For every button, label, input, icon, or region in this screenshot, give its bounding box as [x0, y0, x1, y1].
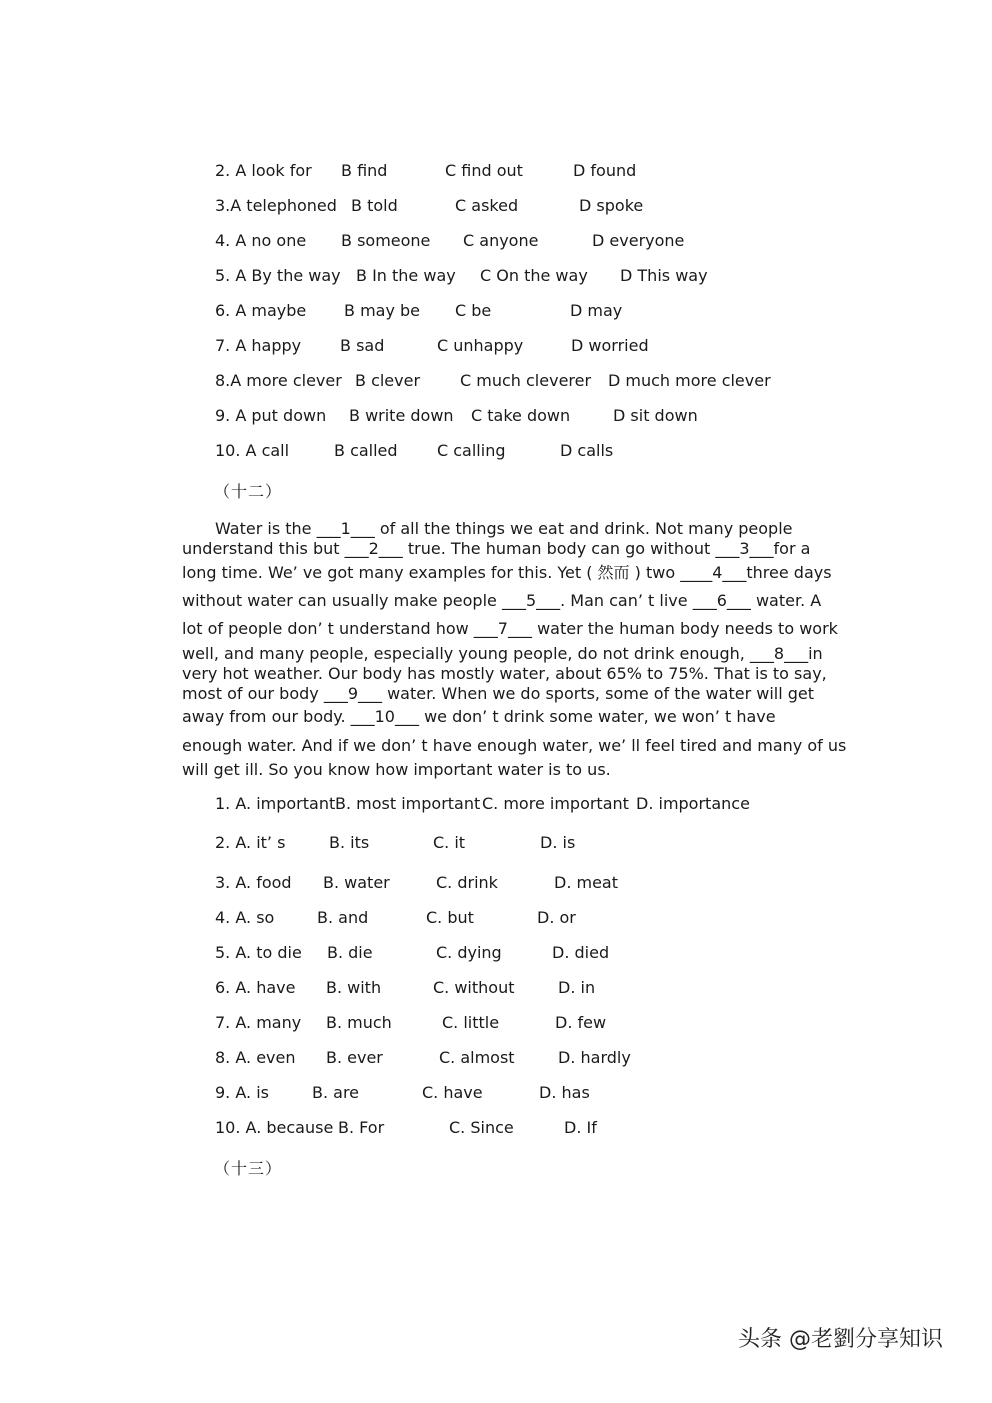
- passage-line: will get ill. So you know how important water is to us.: [182, 760, 611, 779]
- option-d: D This way: [620, 266, 708, 285]
- option-a: 10. A. because: [215, 1118, 334, 1137]
- option-b: B told: [351, 196, 398, 215]
- option-c: C. it: [433, 833, 466, 852]
- option-d: D. hardly: [558, 1048, 631, 1067]
- option-a: 8.A more clever: [215, 371, 342, 390]
- passage-line: away from our body. ___10___ we don’ t drink some water, we won’ t have: [182, 707, 776, 726]
- section-12-heading: （十二）: [214, 482, 283, 501]
- option-a: 8. A. even: [215, 1048, 296, 1067]
- set11-question-8: [0, 403, 992, 429]
- set12-question-8: [0, 1045, 992, 1071]
- option-c: C unhappy: [437, 336, 524, 355]
- option-a: 2. A look for: [215, 161, 312, 180]
- option-a: 2. A. it’ s: [215, 833, 286, 852]
- option-a: 9. A. is: [215, 1083, 269, 1102]
- option-c: C. without: [433, 978, 515, 997]
- set12-question-3: [0, 870, 992, 896]
- option-a: 7. A. many: [215, 1013, 302, 1032]
- option-b: B sad: [340, 336, 385, 355]
- option-c: C calling: [437, 441, 506, 460]
- passage-line: enough water. And if we don’ t have enough water, we’ ll feel tired and many of us: [182, 736, 847, 755]
- option-b: B. die: [327, 943, 373, 962]
- option-c: C take down: [471, 406, 571, 425]
- option-d: D everyone: [592, 231, 685, 250]
- passage-line: understand this but ___2___ true. The human body can go without ___3___for a: [182, 539, 811, 558]
- passage-line: very hot weather. Our body has mostly water, about 65% to 75%. That is to say,: [182, 664, 827, 683]
- option-a: 6. A maybe: [215, 301, 307, 320]
- option-d: D sit down: [613, 406, 698, 425]
- option-d: D. in: [558, 978, 596, 997]
- option-c: C. dying: [436, 943, 502, 962]
- option-d: D. few: [555, 1013, 607, 1032]
- option-d: D. meat: [554, 873, 618, 892]
- option-b: B called: [334, 441, 398, 460]
- section-13-heading: （十三）: [214, 1159, 283, 1178]
- option-a: 7. A happy: [215, 336, 302, 355]
- option-a: 5. A. to die: [215, 943, 302, 962]
- option-b: B clever: [355, 371, 421, 390]
- option-d: D. has: [539, 1083, 590, 1102]
- option-c: C On the way: [480, 266, 588, 285]
- option-b: B. and: [317, 908, 369, 927]
- option-a: 3.A telephoned: [215, 196, 337, 215]
- set12-question-10: [0, 1115, 992, 1141]
- set12-question-6: [0, 975, 992, 1001]
- option-c: C be: [455, 301, 492, 320]
- watermark-text: 头条 @老劉分享知识: [738, 1327, 943, 1352]
- option-d: D. died: [552, 943, 610, 962]
- option-c: C. little: [442, 1013, 500, 1032]
- set12-question-1: [0, 791, 992, 817]
- passage-line: long time. We’ ve got many examples for this. Yet ( 然而 ) two ____4___three days: [182, 563, 832, 582]
- option-b: B someone: [341, 231, 431, 250]
- option-b: B. its: [329, 833, 370, 852]
- set12-question-2: [0, 830, 992, 856]
- option-b: B may be: [344, 301, 421, 320]
- option-c: C. more important: [482, 794, 629, 813]
- option-a: 9. A put down: [215, 406, 327, 425]
- option-c: C asked: [455, 196, 519, 215]
- passage-line: Water is the ___1___ of all the things we eat and drink. Not many people: [215, 519, 793, 538]
- option-a: 10. A call: [215, 441, 290, 460]
- set11-question-2: [0, 193, 992, 219]
- option-b: B. with: [326, 978, 382, 997]
- option-d: D. or: [537, 908, 576, 927]
- option-a: 5. A By the way: [215, 266, 341, 285]
- option-d: D much more clever: [608, 371, 771, 390]
- set11-question-1: [0, 158, 992, 184]
- option-b: B. are: [312, 1083, 360, 1102]
- passage-line: without water can usually make people ___5___. Man can’ t live ___6___ water. A: [182, 591, 822, 610]
- option-b: B. much: [326, 1013, 392, 1032]
- option-d: D spoke: [579, 196, 644, 215]
- option-a: 3. A. food: [215, 873, 292, 892]
- set11-question-4: [0, 263, 992, 289]
- option-c: C. almost: [439, 1048, 515, 1067]
- option-b: B find: [341, 161, 388, 180]
- option-c: C. but: [426, 908, 474, 927]
- set11-question-9: [0, 438, 992, 464]
- option-d: D may: [570, 301, 623, 320]
- option-b: B. water: [323, 873, 390, 892]
- option-b: B. For: [338, 1118, 385, 1137]
- set12-question-4: [0, 905, 992, 931]
- passage-line: lot of people don’ t understand how ___7___ water the human body needs to work: [182, 619, 838, 638]
- option-a: 6. A. have: [215, 978, 296, 997]
- option-d: D. If: [564, 1118, 597, 1137]
- option-c: C. Since: [449, 1118, 514, 1137]
- option-c: C. drink: [436, 873, 498, 892]
- passage-line: well, and many people, especially young people, do not drink enough, ___8___in: [182, 644, 823, 663]
- option-c: C. have: [422, 1083, 483, 1102]
- option-a: 1. A. important: [215, 794, 336, 813]
- option-b: B write down: [349, 406, 454, 425]
- set11-question-6: [0, 333, 992, 359]
- set12-question-9: [0, 1080, 992, 1106]
- option-a: 4. A no one: [215, 231, 307, 250]
- option-b: B. most important: [335, 794, 481, 813]
- option-d: D. is: [540, 833, 576, 852]
- option-d: D. importance: [636, 794, 750, 813]
- option-d: D found: [573, 161, 637, 180]
- option-d: D worried: [571, 336, 649, 355]
- option-c: C much cleverer: [460, 371, 592, 390]
- option-c: C find out: [445, 161, 523, 180]
- option-d: D calls: [560, 441, 614, 460]
- passage-line: most of our body ___9___ water. When we do sports, some of the water will get: [182, 684, 815, 703]
- set11-question-7: [0, 368, 992, 394]
- set12-question-5: [0, 940, 992, 966]
- set11-question-5: [0, 298, 992, 324]
- option-b: B. ever: [326, 1048, 383, 1067]
- set12-question-7: [0, 1010, 992, 1036]
- set11-question-3: [0, 228, 992, 254]
- option-c: C anyone: [463, 231, 539, 250]
- option-b: B In the way: [356, 266, 456, 285]
- option-a: 4. A. so: [215, 908, 275, 927]
